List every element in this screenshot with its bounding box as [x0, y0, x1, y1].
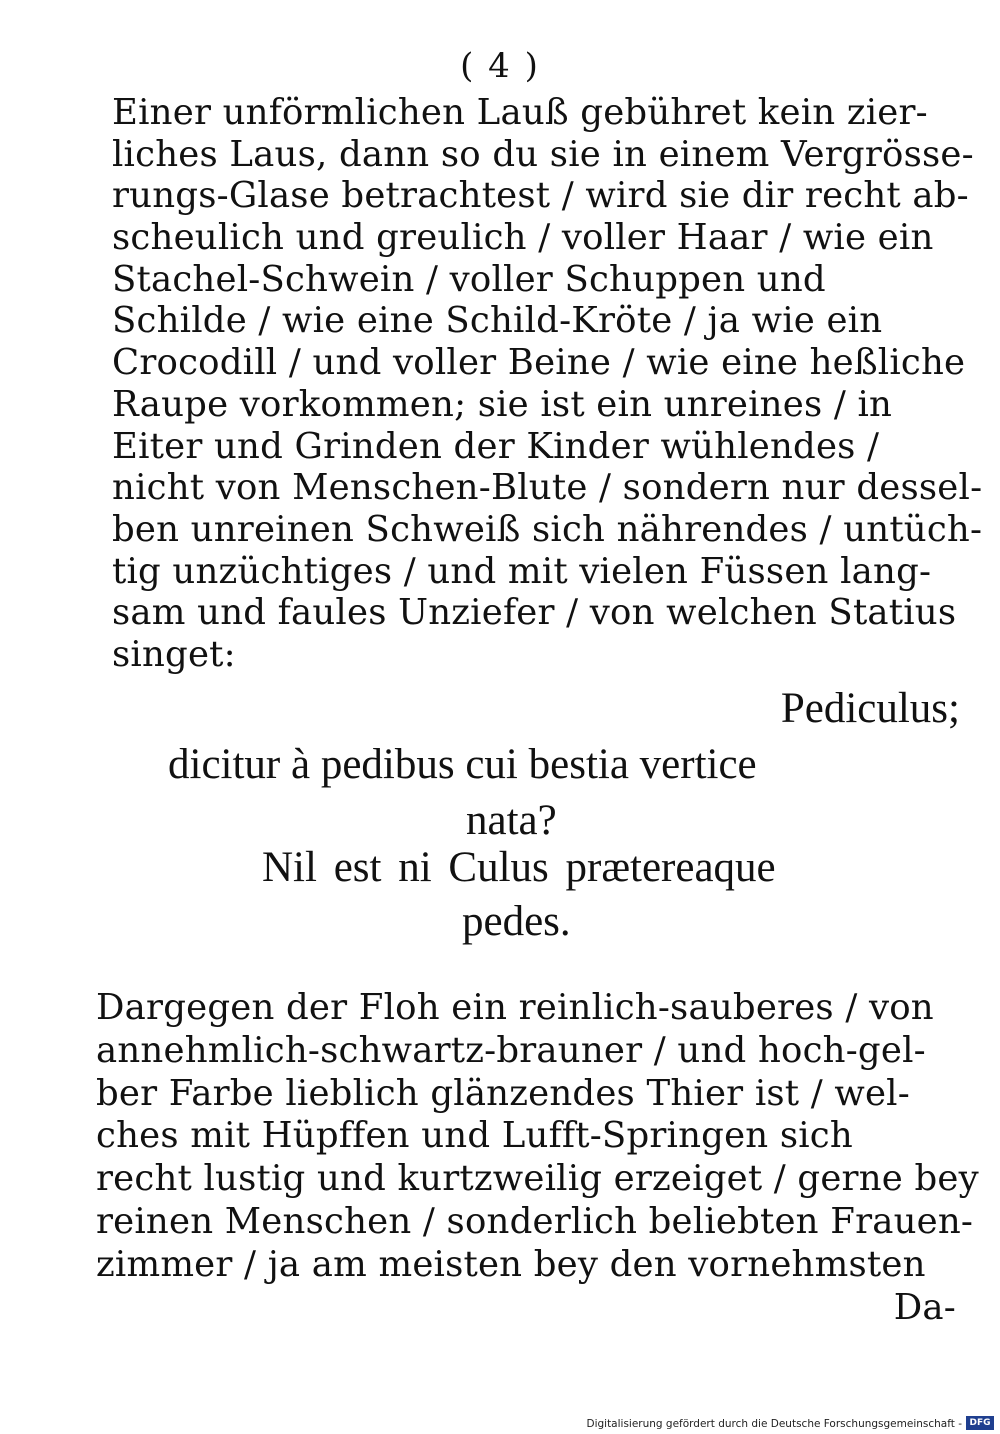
- page-number: ( 4 ): [460, 46, 540, 86]
- text-line: ber Farbe lieblich glänzendes Thier ist / wel-: [96, 1072, 910, 1114]
- text-line: Eiter und Grinden der Kinder wühlendes /: [112, 425, 880, 467]
- text-line: recht lustig und kurtzweilig erzeiget / gerne bey: [96, 1158, 979, 1200]
- paragraph-louse: [112, 92, 983, 676]
- digitization-credit: Digitalisierung gefördert durch die Deutsche Forschungsgemeinschaft -: [586, 1418, 962, 1430]
- catchword: Da-: [893, 1286, 956, 1328]
- text-line: Einer unförmlichen Lauß gebühret kein zier-: [112, 92, 928, 133]
- text-line: nicht von Menschen-Blute / sondern nur dessel-: [112, 467, 983, 509]
- text-line: reinen Menschen / sonderlich beliebten Frauen-: [96, 1200, 974, 1242]
- dfg-logo-icon: DFG: [966, 1416, 994, 1430]
- latin-verse-line: dicitur à pedibus cui bestia vertice: [168, 741, 757, 788]
- text-line: sam und faules Unziefer / von welchen Statius: [112, 592, 957, 634]
- paragraph-flea: [96, 987, 979, 1329]
- text-line: singet:: [112, 633, 236, 675]
- text-line: ches mit Hüpffen und Lufft-Springen sich: [96, 1115, 853, 1157]
- latin-verse-line: nata?: [466, 797, 557, 844]
- latin-verse-line: Nil est ni Culus prætereaque: [262, 844, 776, 891]
- text-line: Schilde / wie eine Schild-Kröte / ja wie ein: [112, 300, 883, 342]
- text-line: rungs-Glase betrachtest / wird sie dir recht ab-: [112, 175, 969, 217]
- text-line: Stachel-Schwein / voller Schuppen und: [112, 258, 826, 300]
- text-line: ben unreinen Schweiß sich nährendes / untüch-: [112, 508, 983, 550]
- text-line: annehmlich-schwartz-brauner / und hoch-gel-: [96, 1029, 926, 1071]
- text-line: liches Laus, dann so du sie in einem Vergrösse-: [112, 133, 974, 175]
- text-line: Crocodill / und voller Beine / wie eine heßliche: [112, 342, 966, 384]
- text-line: Raupe vorkommen; sie ist ein unreines / in: [112, 383, 893, 425]
- text-line: tig unzüchtiges / und mit vielen Füssen lang-: [112, 550, 932, 592]
- text-line: Dargegen der Floh ein reinlich-sauberes / von: [96, 987, 934, 1028]
- latin-verse-line: pedes.: [462, 898, 571, 945]
- text-line: scheulich und greulich / voller Haar / wie ein: [112, 217, 934, 259]
- text-line: zimmer / ja am meisten bey den vornehmsten: [96, 1243, 926, 1285]
- latin-verse-line: Pediculus;: [780, 685, 960, 732]
